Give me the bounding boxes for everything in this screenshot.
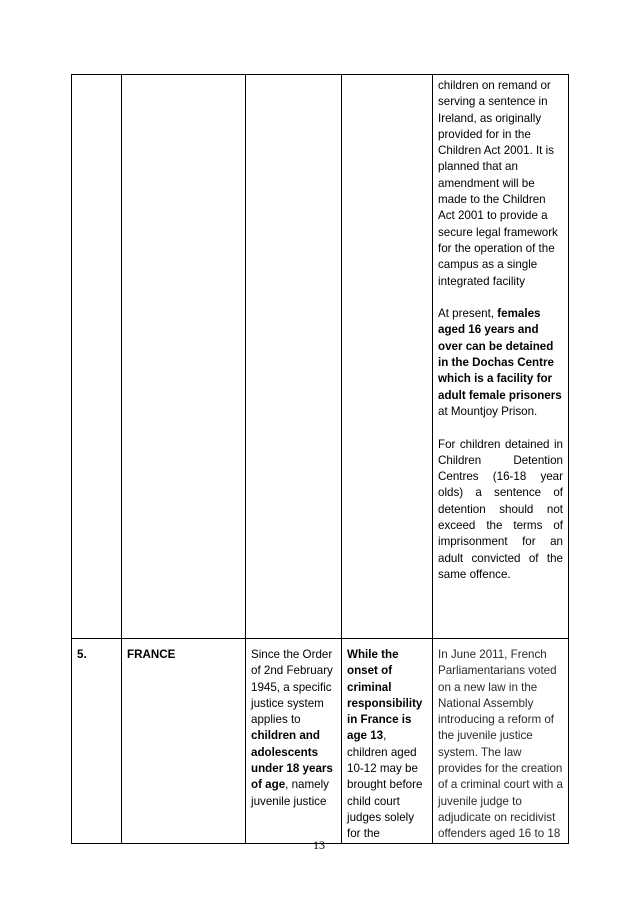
row-number: 5.: [72, 639, 122, 844]
table-cell: [122, 75, 246, 639]
bold-text: While the onset of criminal responsibility in France is age: [347, 648, 423, 743]
page-number: 13: [313, 838, 325, 852]
paragraph-campus: children on remand or serving a sentence in Ireland, as originally provided for in the Children Act 2001. It is planned that an amendment will be made to the Children Act 2001 to provide a secure legal framework for the operation of the campus as a single integrated facility: [438, 79, 558, 288]
table-cell-measures: [433, 75, 569, 639]
table-cell-reform: In June 2011, French Parliamentarians voted on a new law in the National Assembly introducing a reform of the juvenile justice system. The law provides for the creation of a criminal court with a juvenile judge to adjudicate on recidivist offenders aged 16 to 18: [433, 639, 569, 844]
table-cell-responsibility: [342, 639, 433, 844]
text: Since the Order of 2nd February 1945, a specific justice system applies to: [251, 648, 333, 727]
table-row: [72, 639, 569, 844]
table-cell: [342, 75, 433, 639]
bold-text: 13: [370, 729, 384, 743]
document-table: [71, 74, 569, 844]
bold-text: females aged 16 years and over can be detained in the Dochas Centre which is a facility for adult female prisoners: [438, 307, 562, 402]
text: at Mountjoy Prison.: [438, 404, 538, 418]
table-cell-justice-system: [246, 639, 342, 844]
country-name: FRANCE: [122, 639, 246, 844]
paragraph-females: [438, 306, 563, 420]
table-row: [72, 75, 569, 639]
bold-text: children and adolescents under 18 years of age: [251, 729, 333, 792]
table-cell: [72, 75, 122, 639]
table-cell: [246, 75, 342, 639]
text: , children aged 10-12 may be brought before child court judges solely for the: [347, 729, 423, 841]
text: At present,: [438, 307, 498, 321]
text: , namely juvenile justice: [251, 778, 329, 808]
paragraph-sentence: For children detained in Children Detention Centres (16-18 year olds) a sentence of detention should not exceed the terms of imprisonment for an adult convicted of the same offence.: [438, 437, 563, 581]
